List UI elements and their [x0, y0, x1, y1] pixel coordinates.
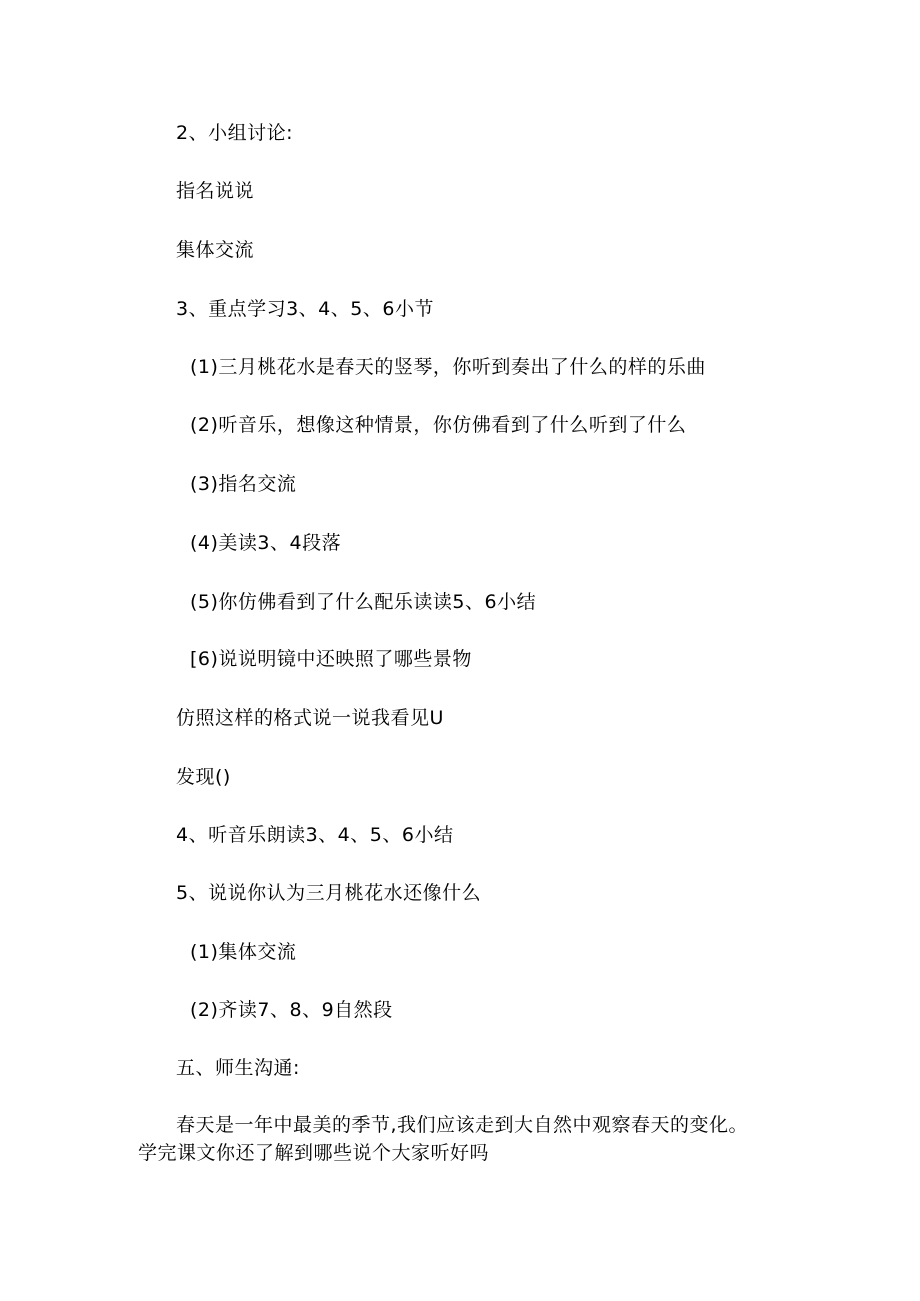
text-line: 集体交流 [176, 239, 255, 261]
list-item: (4)美读3、4段落 [190, 532, 342, 554]
closing-paragraph [138, 1111, 778, 1167]
section-3-heading: 3、重点学习3、4、5、6小节 [176, 298, 434, 320]
list-item: (3)指名交流 [190, 473, 297, 495]
list-item: (1)集体交流 [190, 941, 297, 963]
list-item: (2)齐读7、8、9自然段 [190, 999, 393, 1021]
paragraph-line: 春天是一年中最美的季节,我们应该走到大自然中观察春天的变化。 [176, 1114, 749, 1136]
list-item: [6)说说明镜中还映照了哪些景物 [190, 648, 472, 670]
text-line: 仿照这样的格式说一说我看见U [176, 707, 444, 729]
list-item: (1)三月桃花水是春天的竖琴，你听到奏出了什么的样的乐曲 [190, 356, 706, 378]
list-item: (5)你仿佛看到了什么配乐读读5、6小结 [190, 591, 537, 613]
list-item: (2)听音乐，想像这种情景，你仿佛看到了什么听到了什么 [190, 414, 687, 436]
paragraph-line: 学完课文你还了解到哪些说个大家听好吗 [138, 1142, 490, 1164]
section-5-heading: 5、说说你认为三月桃花水还像什么 [176, 882, 482, 904]
section-five-heading: 五、师生沟通: [176, 1057, 300, 1079]
text-line: 指名说说 [176, 180, 255, 202]
text-line: 发现() [176, 766, 231, 788]
section-2-heading: 2、小组讨论: [176, 122, 293, 144]
section-4-heading: 4、听音乐朗读3、4、5、6小结 [176, 824, 454, 846]
